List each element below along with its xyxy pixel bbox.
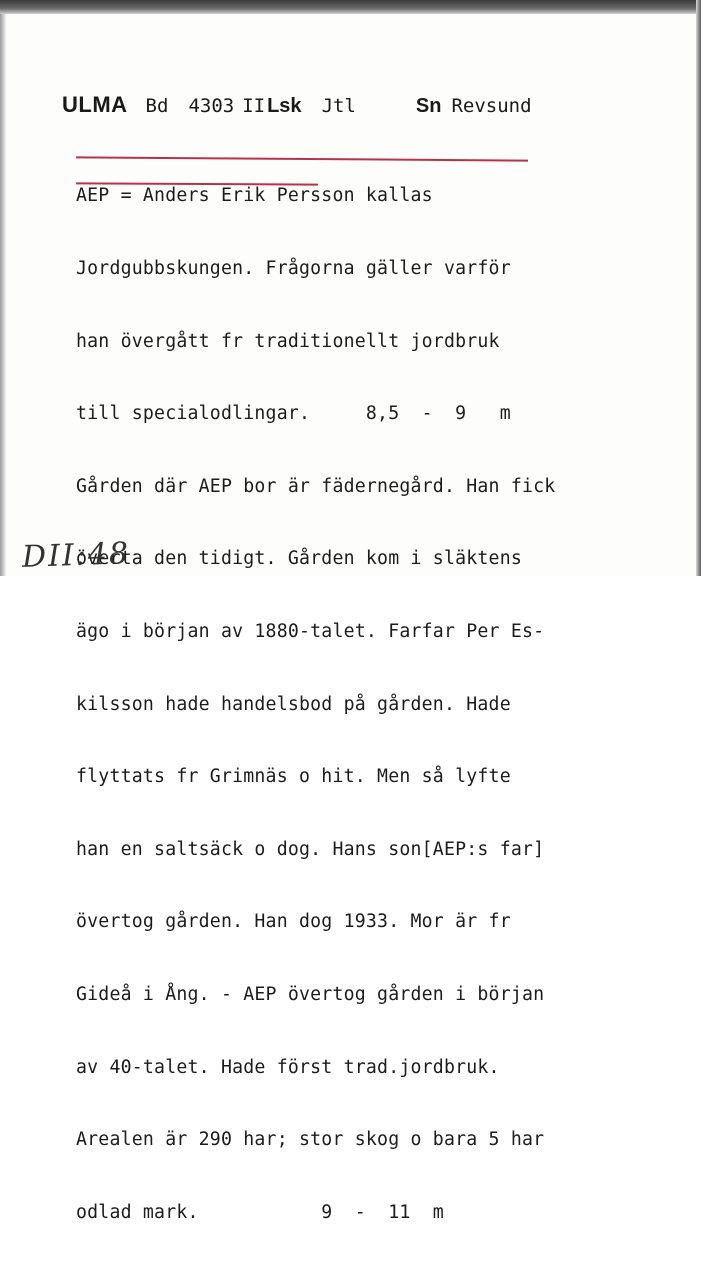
text-line: AEP = Anders Erik Persson kallas — [76, 185, 433, 207]
text-line: av 40-talet. Hade först trad.jordbruk. — [76, 1056, 500, 1078]
text-line: Gården där AEP bor är fädernegård. Han fick — [76, 475, 556, 497]
text-line: ägo i början av 1880-talet. Farfar Per Es- — [76, 620, 545, 642]
sn-label: Sn — [415, 95, 442, 117]
text-line: kilsson hade handelsbod på gården. Hade — [76, 693, 511, 715]
parish-name: Revsund — [451, 95, 532, 117]
text-line: till specialodlingar. 8,5 - 9 m — [76, 403, 511, 425]
typed-note-body — [76, 136, 555, 1273]
text-line: han en saltsäck o dog. Hans son[AEP:s far] — [76, 838, 545, 860]
jtl-label: Jtl — [321, 95, 356, 117]
series-number: II — [242, 95, 266, 117]
text-line: Arealen är 290 har; stor skog o bara 5 har — [76, 1129, 545, 1151]
handwritten-reference: DII:48 — [21, 536, 131, 575]
text-line: övertog gården. Han dog 1933. Mor är fr — [76, 911, 511, 933]
bd-label: Bd — [145, 95, 169, 117]
text-line: odlad mark. 9 - 11 m — [76, 1201, 444, 1223]
text-line: Jordgubbskungen. Frågorna gäller varför — [76, 258, 511, 279]
bd-number: 4303 — [188, 95, 235, 117]
text-line: han övergått fr traditionellt jordbruk — [76, 330, 500, 352]
collection-code: ULMA — [62, 92, 128, 117]
text-line: Gideå i Ång. - AEP övertog gården i början — [76, 983, 545, 1005]
scan-top-edge — [0, 0, 701, 14]
scan-left-edge — [0, 14, 6, 576]
text-line: flyttats fr Grimnäs o hit. Men så lyfte — [76, 766, 511, 788]
card-header — [62, 92, 532, 118]
lsk-label: Lsk — [267, 95, 302, 117]
scan-right-edge — [696, 0, 701, 576]
text-line: överta den tidigt. Gården kom i släktens — [76, 548, 522, 570]
